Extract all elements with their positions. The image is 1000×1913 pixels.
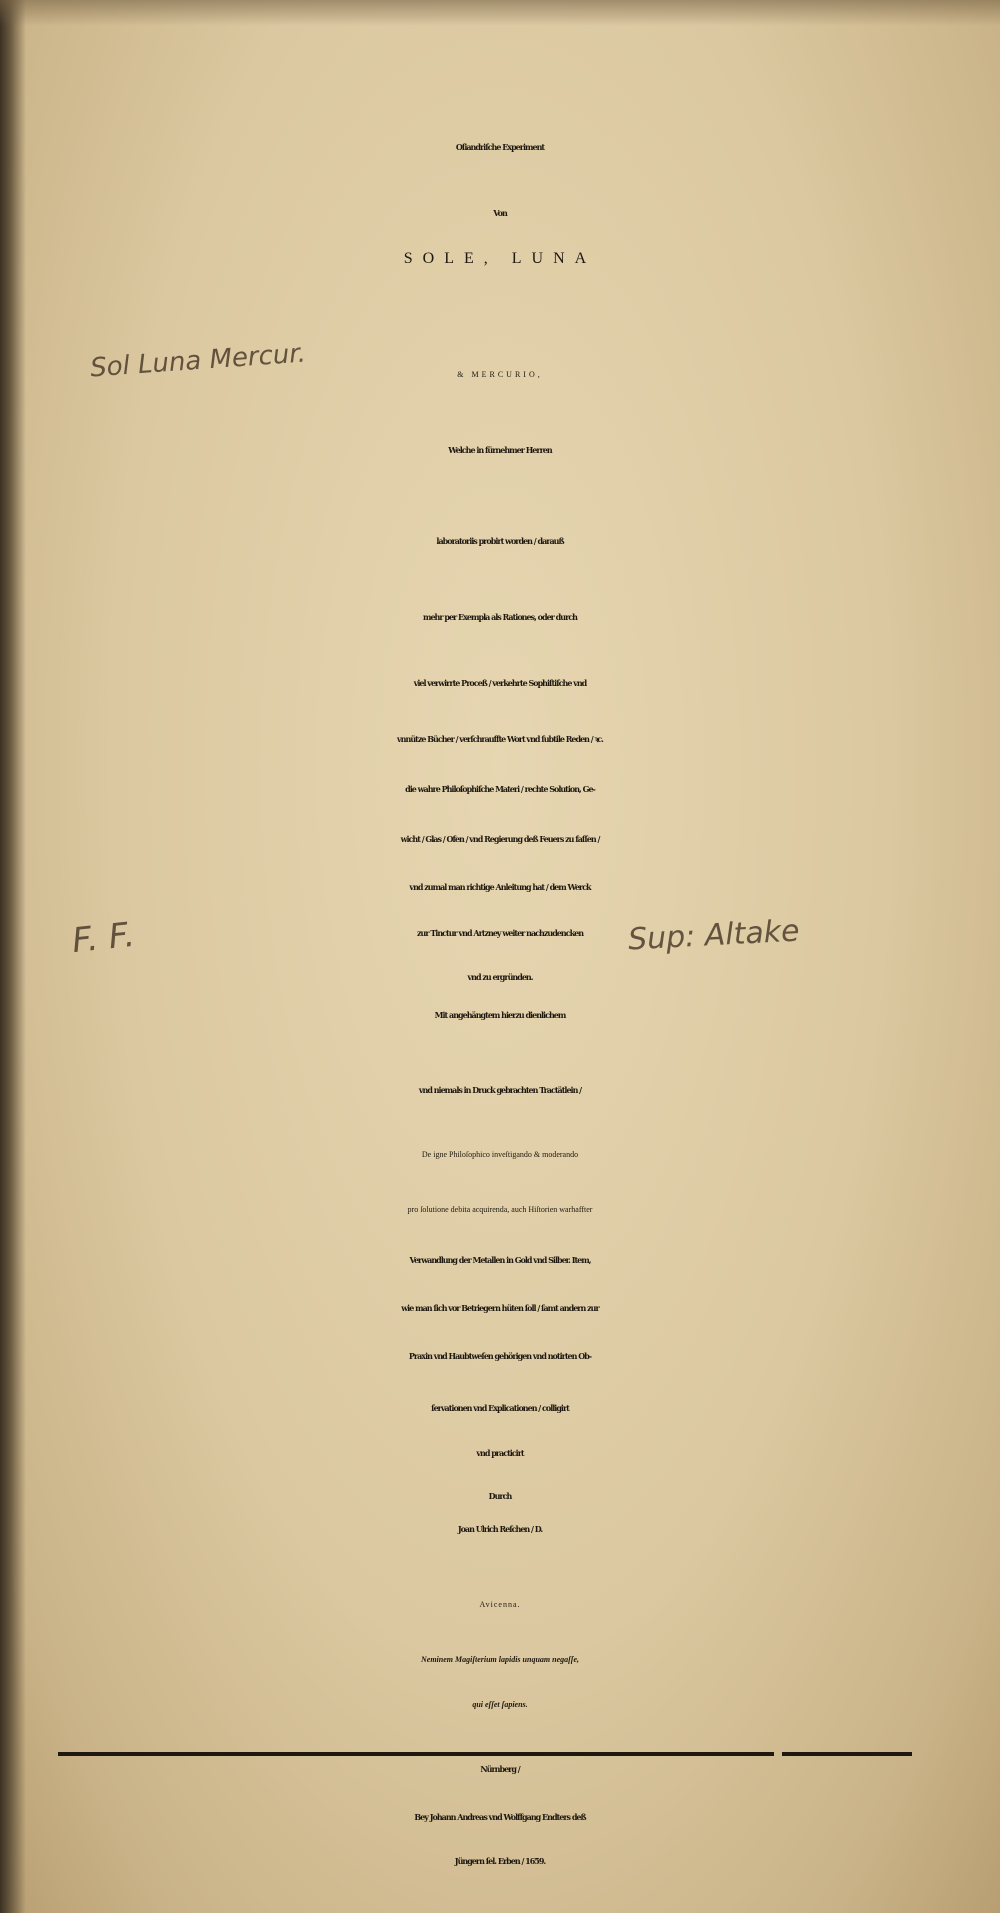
title-line-4: & MERCURIO, (457, 370, 543, 379)
description-line-5: vnnütze Bücher / verſchrauffte Wort vnd ſubtile Reden / ꝛc. (397, 734, 603, 744)
appendix-line-2: vnd niemals in Druck gebrachten Tractätlein / (418, 1085, 582, 1095)
motto-source: Avicenna. (479, 1600, 521, 1609)
imprint-printer: Bey Johann Andreas vnd Wolffgang Endters deß (414, 1812, 586, 1822)
appendix-line-1: Mit angehängtem hierzu dienlichem (434, 1010, 566, 1020)
appendix-line-7: Praxin vnd Haubtweſen gehörigen vnd notirten Ob- (408, 1351, 592, 1361)
description-line-3: mehr per Exempla als Rationes, oder durch (423, 612, 577, 622)
author-by: Durch (488, 1491, 512, 1501)
imprint-place: Nürnberg / (480, 1764, 520, 1774)
title-line-3: SOLE, LUNA (403, 250, 597, 267)
description-line-4: viel verwirrte Proceß / verkehrte Sophiſtiſche vnd (413, 678, 587, 688)
motto-line-1: Neminem Magiſterium lapidis unquam negaſſe, (420, 1655, 579, 1664)
appendix-line-3: De igne Philoſophico inveſtigando & moderando (421, 1150, 579, 1159)
appendix-line-5: Verwandlung der Metallen in Gold vnd Silber. Item, (409, 1255, 591, 1265)
description-line-2: laboratoriis probirt worden / darauß (436, 536, 564, 546)
page-shadow (0, 0, 1000, 26)
description-line-7: wicht / Glas / Ofen / vnd Regierung deß Feuers zu faſſen / (400, 834, 600, 844)
handwritten-note-title: Sol Luna Mercur. (89, 338, 307, 384)
appendix-line-9: vnd practicirt (476, 1448, 524, 1458)
description-line-1: Welche in fürnehmer Herren (448, 445, 552, 455)
description-line-10: vnd zu ergründen. (467, 972, 533, 982)
divider-rule (58, 1752, 774, 1756)
appendix-line-6: wie man ſich vor Betriegern hüten ſoll / ſamt andern zur (401, 1303, 599, 1313)
title-line-1: Oſiandriſche Experiment (455, 142, 545, 152)
description-line-6: die wahre Philoſophiſche Materi / rechte Solution, Ge- (405, 784, 595, 794)
title-line-2: Von (493, 208, 507, 218)
handwritten-note-left: F. F. (70, 914, 137, 962)
divider-rule-right (782, 1752, 912, 1756)
author-name: Joan Ulrich Reſchen / D. (457, 1524, 543, 1534)
appendix-line-4: pro ſolutione debita acquirenda, auch Hiſtorien warhaffter (407, 1205, 593, 1214)
handwritten-note-right: Sup: Altake (627, 913, 801, 958)
description-line-8: vnd zumal man richtige Anleitung hat / dem Werck (409, 882, 591, 892)
motto-line-2: qui eſſet ſapiens. (472, 1700, 528, 1709)
description-line-9: zur Tinctur vnd Artzney weiter nachzudencken (416, 928, 584, 938)
binding-edge (0, 0, 26, 1913)
imprint-year: Jüngern ſel. Erben / 1659. (454, 1856, 546, 1866)
appendix-line-8: ſervationen vnd Explicationen / colligirt (431, 1403, 569, 1413)
